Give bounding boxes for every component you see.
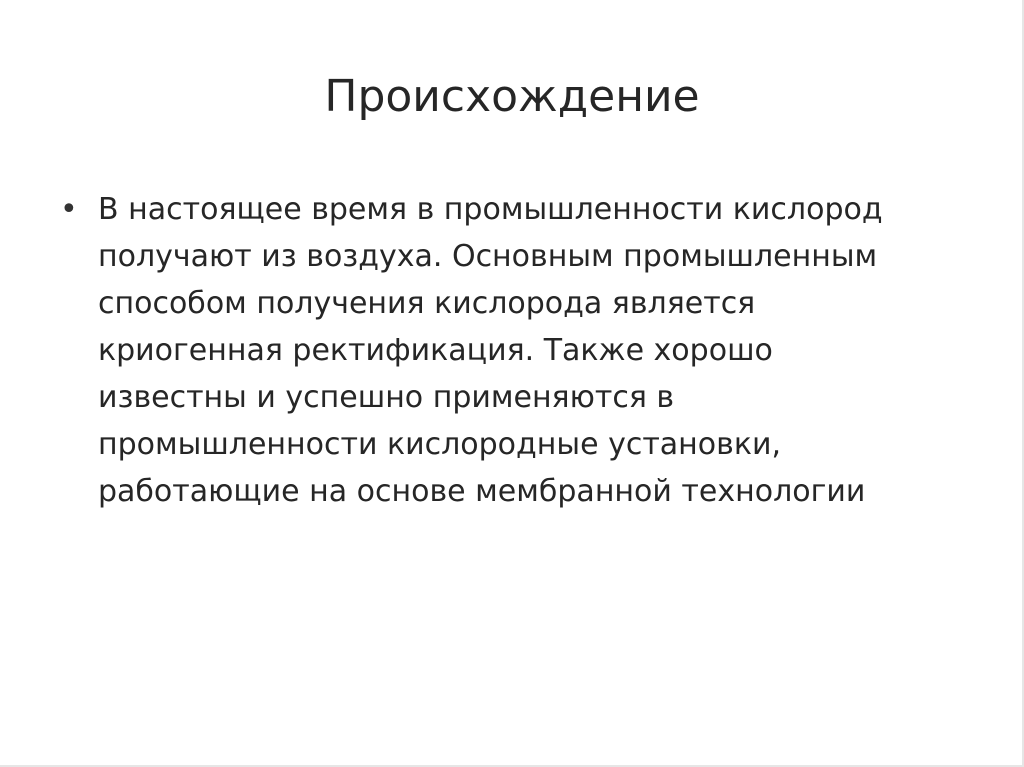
slide-title: Происхождение: [324, 71, 700, 122]
bullet-icon: •: [60, 192, 78, 227]
text-line: промышленности кислородные установки,: [98, 427, 781, 462]
text-line: работающие на основе мембранной технологии: [98, 474, 866, 509]
bullet-list: [60, 186, 960, 515]
text-line: криогенная ректификация. Также хорошо: [98, 333, 773, 368]
list-item: [60, 186, 960, 515]
text-line: получают из воздуха. Основным промышленным: [98, 239, 878, 274]
text-line: способом получения кислорода является: [98, 286, 756, 321]
text-line: В настоящее время в промышленности кислород: [98, 192, 883, 227]
text-line: известны и успешно применяются в: [98, 380, 675, 415]
bullet-text: [98, 186, 960, 515]
